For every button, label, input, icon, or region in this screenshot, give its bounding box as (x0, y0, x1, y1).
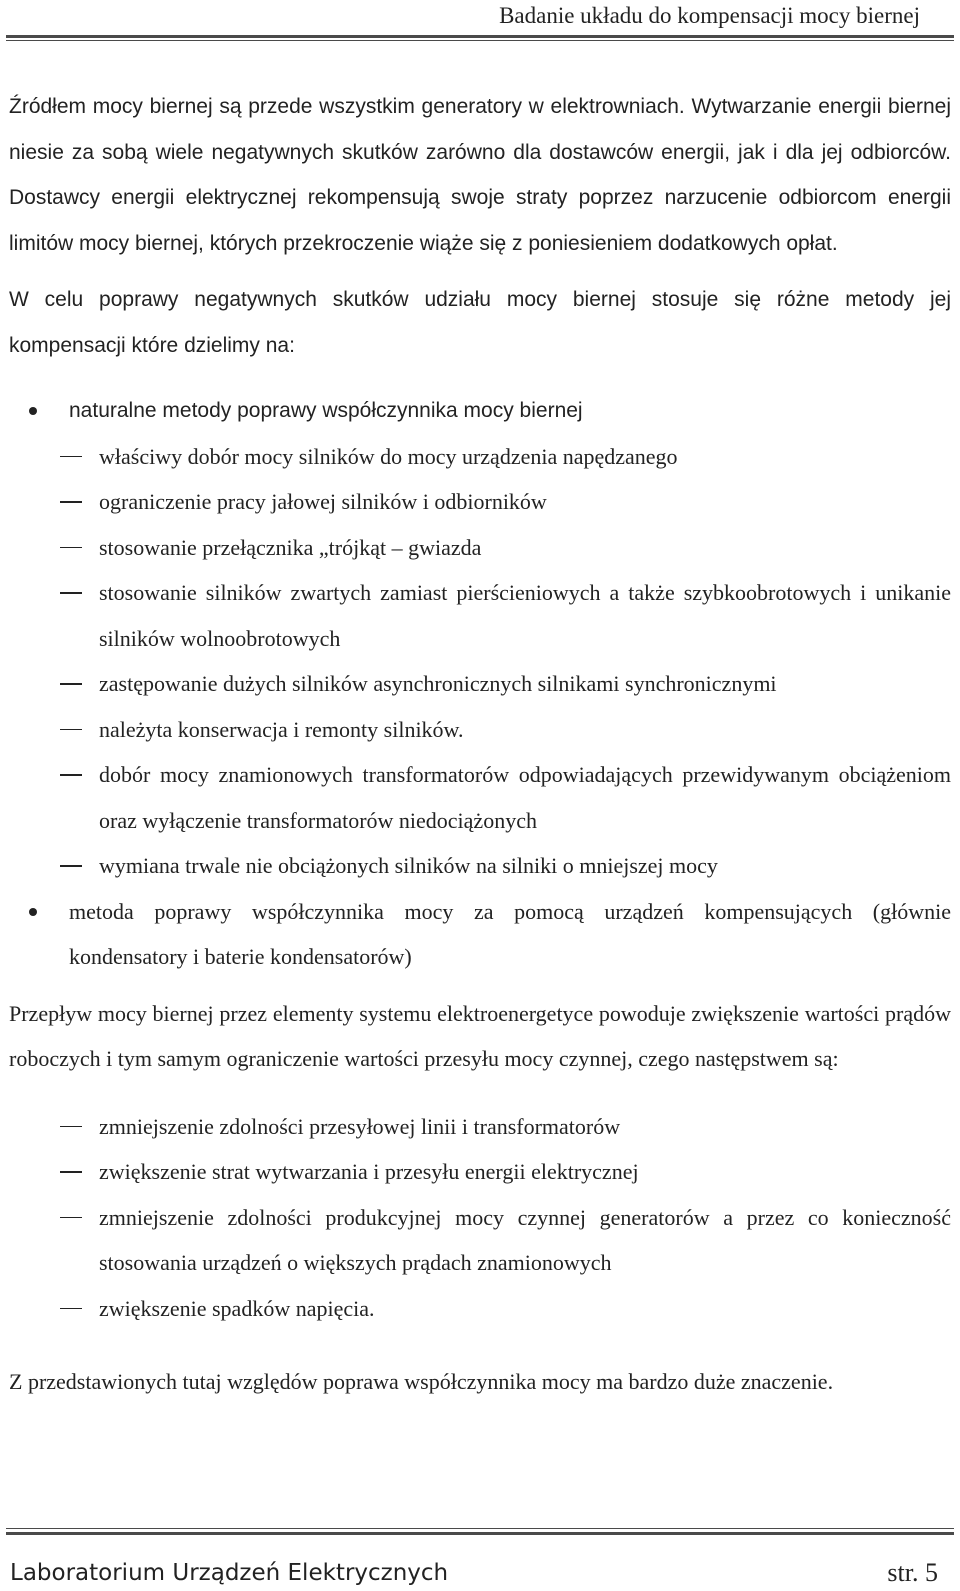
list-item (9, 570, 951, 661)
dash-icon (60, 865, 82, 867)
list-item (9, 889, 951, 980)
dash-icon (60, 1126, 82, 1128)
list-item (9, 525, 951, 571)
bullet-icon (29, 908, 37, 916)
bullet-text-compensating: metoda poprawy współczynnika mocy za pomocą urządzeń kompensujących (głównie kondensatory i baterie kondensatorów) (69, 898, 951, 969)
list-item (9, 752, 951, 843)
list-item-text: należyta konserwacja i remonty silników. (99, 716, 464, 742)
list-item (9, 1195, 951, 1286)
list-item (9, 1149, 951, 1195)
methods-list (9, 388, 951, 980)
natural-methods-list (9, 434, 951, 889)
dash-icon (60, 774, 82, 776)
list-item-text: wymiana trwale nie obciążonych silników na silniki o mniejszej mocy (99, 853, 718, 878)
paragraph-intro: Źródłem mocy biernej są przede wszystkim generatory w elektrowniach. Wytwarzanie energii biernej niesie za sobą wiele negatywnych skutków zarówno dla dostawców energii, jak i dla jej odbiorców. Dostawcy energii elektrycznej rekompensują swoje straty poprzez narzucenie odbiorcom energii limitów mocy biernej, których przekroczenie wiąże się z poniesieniem dodatkowych opłat. (9, 95, 951, 255)
list-item (9, 707, 951, 753)
dash-icon (60, 547, 82, 549)
footer-lab-name: Laboratorium Urządzeń Elektrycznych (10, 1560, 449, 1586)
dash-icon (60, 1308, 82, 1310)
list-item-text: zmniejszenie zdolności produkcyjnej mocy czynnej generatorów a przez co konieczność stosowania urządzeń o większych prądach znamionowych (99, 1204, 951, 1275)
header-title: Badanie układu do kompensacji mocy biernej (499, 3, 920, 28)
page-content (9, 84, 951, 1405)
paragraph-conclusion: Z przedstawionych tutaj względów poprawa współczynnika mocy ma bardzo duże znaczenie. (9, 1369, 834, 1394)
footer-rule-thin (6, 1528, 954, 1529)
page-header (0, 0, 960, 38)
bullet-text-natural: naturalne metody poprawy współczynnika mocy biernej (69, 399, 583, 422)
consequences-list (9, 1104, 951, 1332)
list-item (9, 661, 951, 707)
list-item (9, 843, 951, 889)
dash-icon (60, 683, 82, 685)
list-item-text: stosowanie silników zwartych zamiast pierścieniowych a także szybkoobrotowych i unikanie silników wolnoobrotowych (99, 580, 951, 651)
list-item (9, 388, 951, 889)
list-item-text: stosowanie przełącznika „trójkąt – gwiazda (99, 534, 482, 560)
page-footer (0, 1528, 960, 1591)
header-rule-thick (6, 35, 954, 38)
footer-rule-thick (6, 1532, 954, 1535)
paragraph-methods: W celu poprawy negatywnych skutków udziału mocy biernej stosuje się różne metody jej kompensacji które dzielimy na: (9, 288, 951, 357)
dash-icon (60, 1171, 82, 1173)
dash-icon (60, 1217, 82, 1219)
list-item (9, 434, 951, 480)
list-item (9, 1104, 951, 1150)
header-rule-thin (6, 40, 954, 41)
paragraph-consequences: Przepływ mocy biernej przez elementy systemu elektroenergetyce powoduje zwiększenie wartości prądów roboczych i tym samym ograniczenie wartości przesyłu mocy czynnej, czego następstwem są: (9, 1000, 951, 1071)
list-item-text: dobór mocy znamionowych transformatorów odpowiadających przewidywanym obciążeniom oraz wyłączenie transformatorów niedociążonych (99, 762, 951, 833)
list-item-text: właściwy dobór mocy silników do mocy urządzenia napędzanego (99, 443, 678, 469)
list-item-text: zwiększenie strat wytwarzania i przesyłu energii elektrycznej (99, 1159, 639, 1184)
bullet-icon (29, 407, 37, 415)
page-number: str. 5 (887, 1558, 938, 1587)
list-item (9, 479, 951, 525)
dash-icon (60, 501, 82, 503)
list-item-text: zmniejszenie zdolności przesyłowej linii i transformatorów (99, 1113, 621, 1139)
list-item-text: ograniczenie pracy jałowej silników i odbiorników (99, 489, 547, 514)
list-item-text: zastępowanie dużych silników asynchronicznych silnikami synchronicznymi (99, 671, 777, 696)
list-item (9, 1286, 951, 1332)
list-item-text: zwiększenie spadków napięcia. (99, 1295, 375, 1321)
dash-icon (60, 456, 82, 458)
dash-icon (60, 592, 82, 594)
dash-icon (60, 729, 82, 731)
